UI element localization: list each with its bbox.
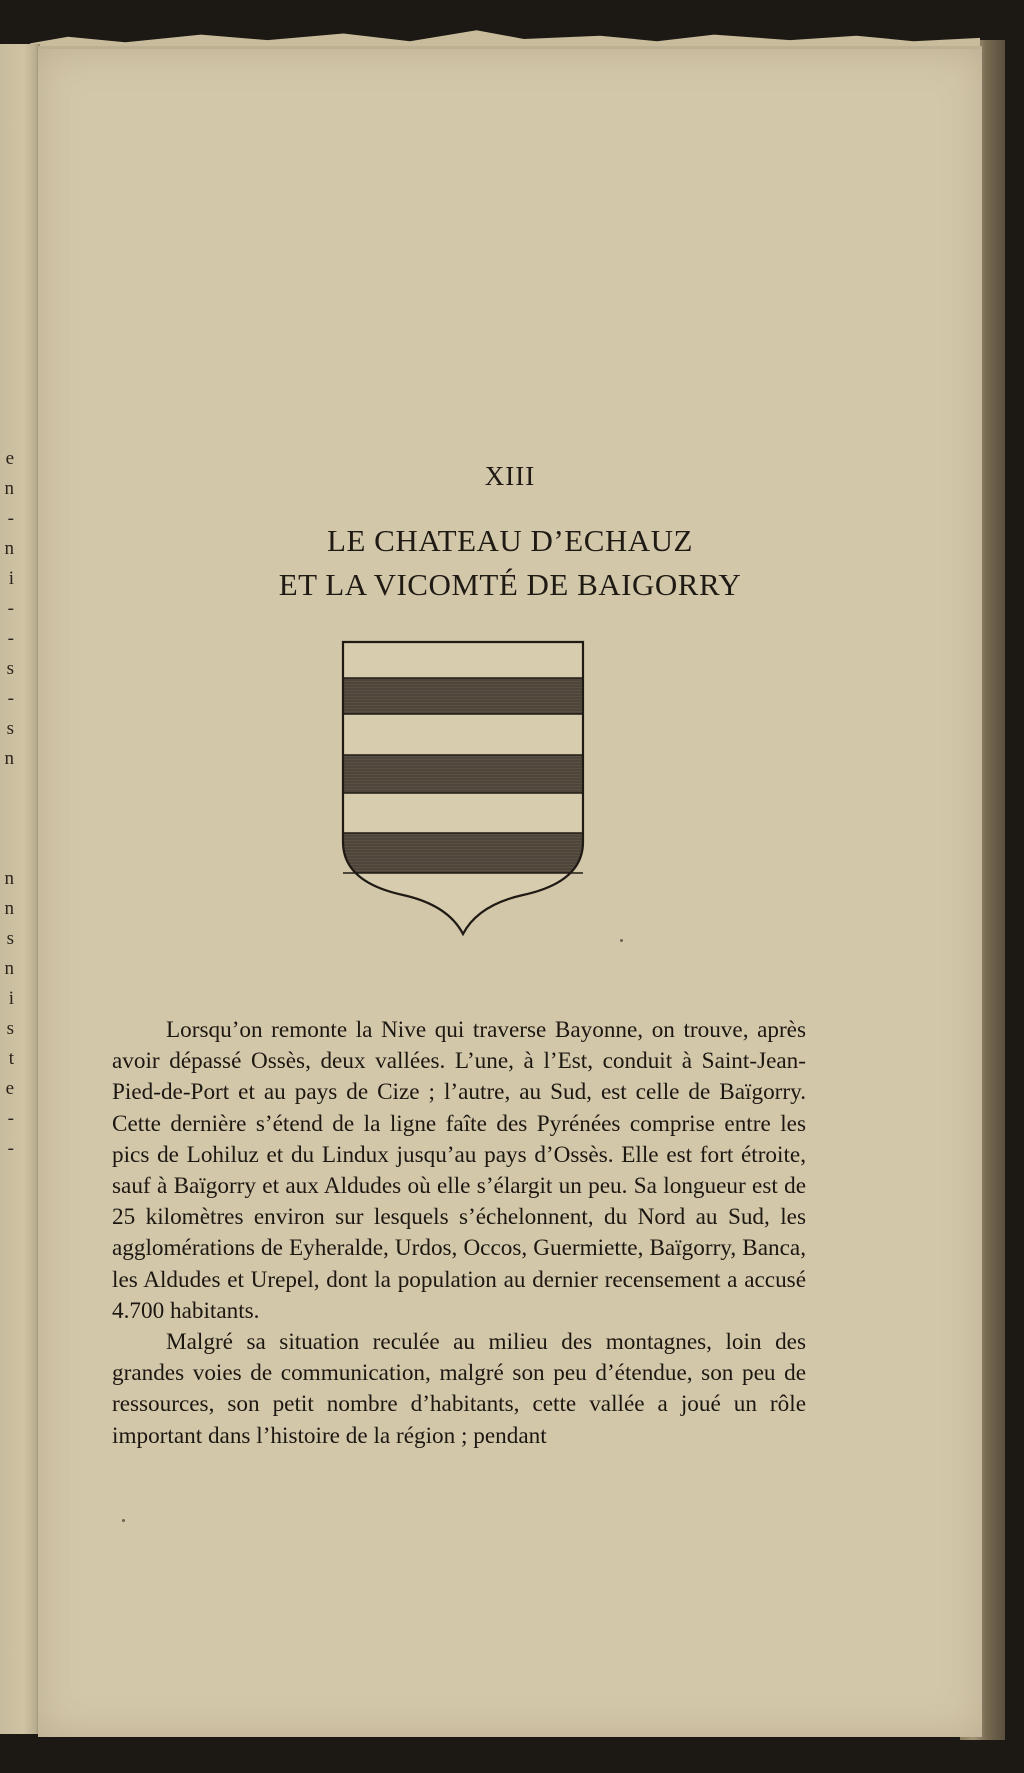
left-page-fragment: s (6, 658, 14, 679)
left-page-fragment: n (4, 748, 14, 769)
left-page-fragment (0, 804, 14, 834)
left-page-fragment: e (5, 1078, 14, 1099)
left-page-fragment: - (7, 688, 14, 709)
left-page-fragment: i (8, 568, 14, 589)
chapter-title-line-1: LE CHATEAU D’ECHAUZ (327, 523, 693, 558)
paper-speck (620, 939, 623, 942)
paragraph: Lorsqu’on remonte la Nive qui traverse Bayonne, on trouve, après avoir dépassé Ossès, deux vallées. L’une, à l’Est, conduit à Saint-Jean-Pied-de-Port et au pays de Cize ; l’autre, au Sud, est celle de Baïgorry. Cette dernière s’étend de la ligne faîte des Pyrénées comprise entre les pics de Lohiluz et du Lindux jusqu’au pays d’Ossès. Elle est fort étroite, sauf à Baïgorry et aux Aldudes où elle s’élargit un peu. Sa longueur est de 25 kilomètres environ sur lesquels s’échelonnent, du Nord au Sud, les agglomérations de Eyheralde, Urdos, Occos, Guermiette, Baïgorry, Banca, les Aldudes et Urepel, dont la population au dernier recensement a accusé 4.700 habitants. (112, 1017, 806, 1324)
left-page-fragment: n (4, 868, 14, 889)
left-page-fragment: s (6, 718, 14, 739)
left-page-fragment: i (8, 988, 14, 1009)
left-page-edge (0, 44, 40, 1734)
shield-bar-3 (343, 833, 583, 873)
shield-bar-1 (343, 678, 583, 714)
left-page-fragment: n (4, 478, 14, 499)
shield-bar-2 (343, 755, 583, 793)
paragraph: Malgré sa situation reculée au milieu des montagnes, loin des grandes voies de communication, malgré son peu d’étendue, son peu de ressources, son petit nombre d’habitants, cette vallée a joué un rôle important dans l’histoire de la région ; pendant (112, 1329, 806, 1449)
chapter-number: XIII (484, 461, 536, 491)
left-page-fragment: - (7, 1138, 14, 1159)
left-page-fragment: n (4, 898, 14, 919)
coat-of-arms-shield-icon (338, 637, 588, 937)
left-page-fragment: - (7, 628, 14, 649)
book-page (38, 46, 982, 1737)
left-page-fragments (0, 444, 14, 1164)
left-page-fragment: t (8, 1048, 14, 1069)
chapter-title-line-2: ET LA VICOMTÉ DE BAIGORRY (278, 567, 742, 602)
left-page-fragment: - (7, 1108, 14, 1129)
left-page-fragment: n (4, 538, 14, 559)
left-page-fragment: n (4, 958, 14, 979)
body-text (112, 1015, 806, 1452)
left-page-fragment (0, 834, 14, 864)
left-page-fragment: e (5, 448, 14, 469)
paper-speck (122, 1519, 125, 1522)
left-page-fragment: - (7, 508, 14, 529)
left-page-fragment (0, 774, 14, 804)
left-page-fragment: s (6, 928, 14, 949)
left-page-fragment: - (7, 598, 14, 619)
left-page-fragment: s (6, 1018, 14, 1039)
